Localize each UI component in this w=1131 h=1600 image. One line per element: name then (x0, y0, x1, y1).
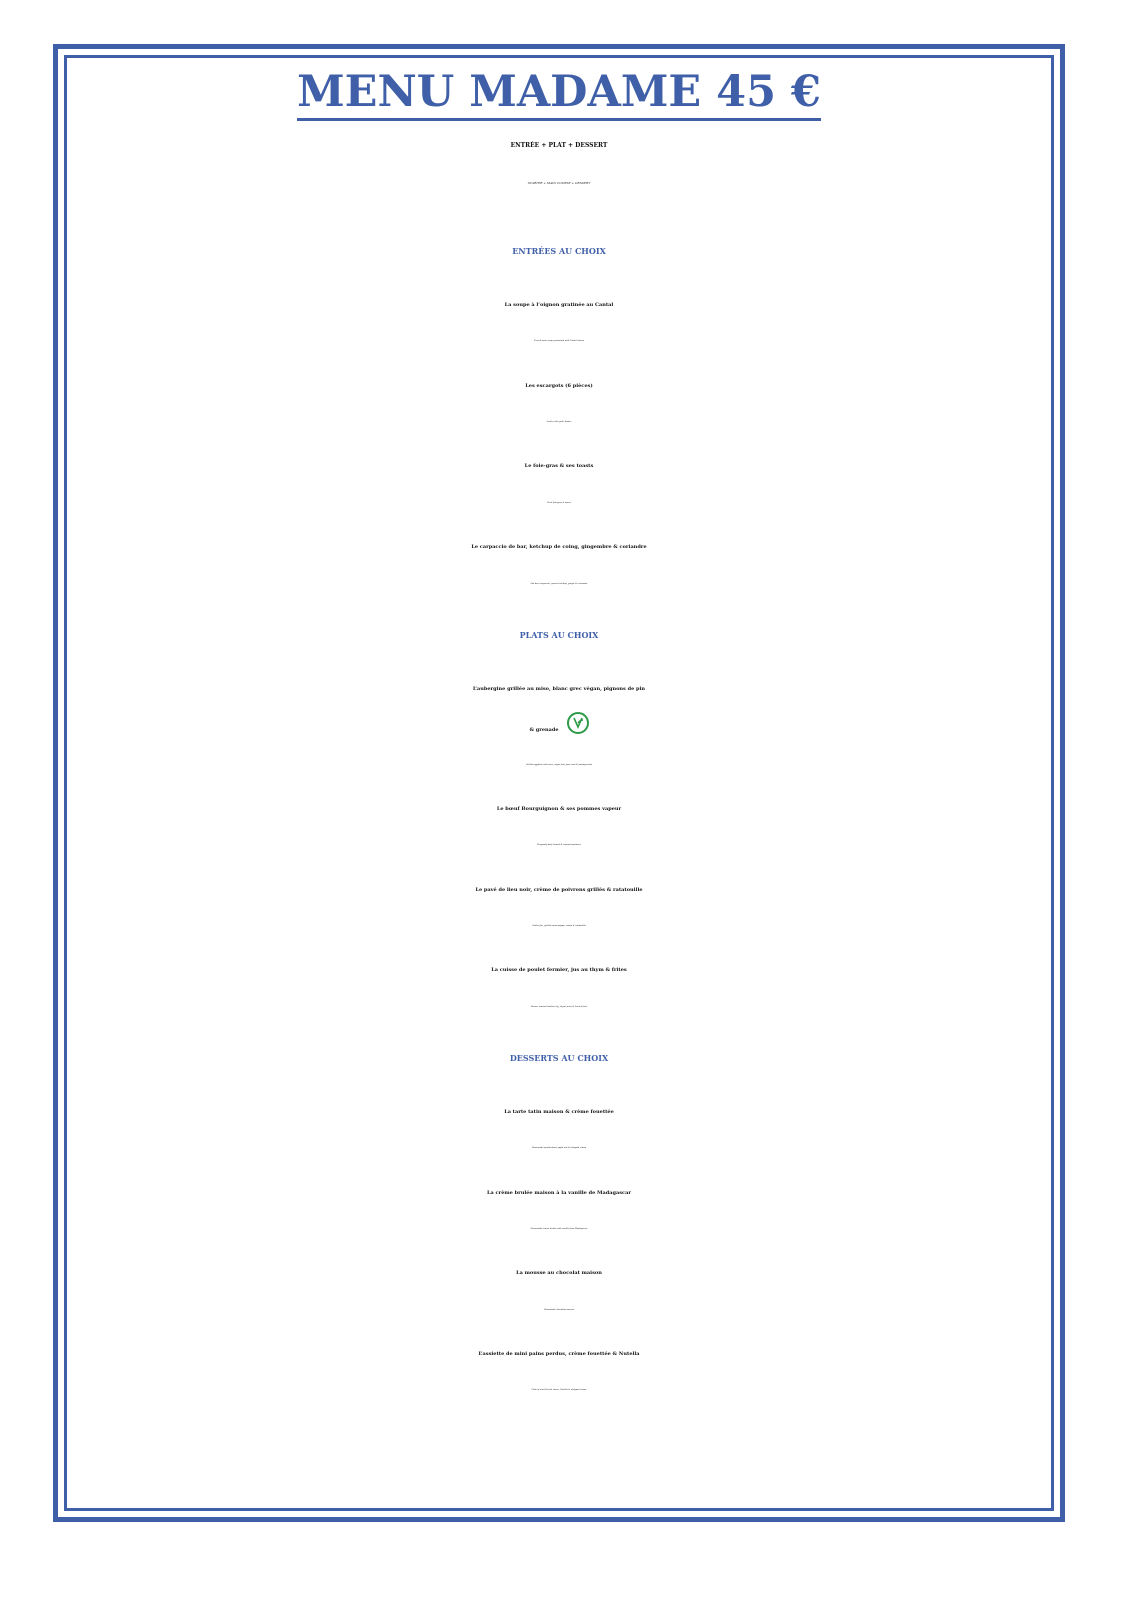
menu-title: MENU MADAME 45 € (64, 64, 1054, 120)
dessert-2-en: Homemade crème brulée with vanilla from Madagascar (530, 1228, 588, 1230)
dessert-3-en: Homemade chocolate mousse (543, 1309, 575, 1311)
dessert-4-en: Plate of mini-French toasts, Nutella & whipped cream (531, 1389, 587, 1391)
entree-2-en: Snails with garlic butter (546, 421, 572, 423)
vegan-leaf-icon (567, 712, 589, 734)
plat-1-fr-line1: L’aubergine grillée au miso, blanc grec végan, pignons de pin (472, 686, 646, 692)
menu-subtitle-fr: ENTRÉE + PLAT + DESSERT (510, 142, 608, 149)
plat-1-fr-line2 (64, 712, 1054, 747)
section-heading-entrees: ENTRÉES AU CHOIX (512, 246, 606, 256)
entree-2-fr: Les escargots (6 pièces) (525, 383, 593, 389)
entree-4-en: Sea bass carpaccio, quince ketchup, ginger & coriander (530, 583, 588, 585)
entree-4-fr: Le carpaccio de bar, ketchup de coing, gingembre & coriandre (471, 544, 647, 550)
entree-1-en: French onion soup gratinated with Cantal cheese (533, 340, 585, 342)
section-heading-desserts: DESSERTS AU CHOIX (509, 1053, 609, 1063)
plat-4-en: Farmer roasted chicken leg, thyme juice & French fries (530, 1006, 588, 1008)
plat-3-fr: Le pavé de lieu noir, crème de poivrons grillés & ratatouille (475, 887, 643, 893)
dessert-3-fr: La mousse au chocolat maison (516, 1270, 602, 1276)
entree-3-en: Duck foie-gras & toasts (547, 502, 571, 504)
plat-4-fr: La cuisse de poulet fermier, jus au thym & frites (491, 967, 627, 973)
plat-1-en: Grilled eggplant with miso, vegan feta, pine nuts & pomegranate (525, 764, 593, 766)
dessert-1-fr: La tarte tatin maison & crème fouettée (504, 1109, 614, 1115)
dessert-2-fr: La crème brulée maison à la vanille de Madagascar (487, 1190, 631, 1196)
plat-1-fr-line2-text: & grenade (529, 727, 559, 733)
dessert-1-en: Homemade upside-down apple tart & whipped cream (531, 1147, 587, 1149)
dessert-4-fr: L’assiette de mini pains perdus, crème fouettée & Nutella (478, 1351, 640, 1357)
plat-2-fr: Le bœuf Bourguignon & ses pommes vapeur (496, 806, 622, 812)
entree-1-fr: La soupe à l’oignon gratinée au Cantal (504, 302, 614, 308)
section-heading-plats: PLATS AU CHOIX (519, 630, 599, 640)
plat-3-en: Saithe fish, grilled sweet pepper cream & ratatouille (532, 925, 586, 927)
plat-2-en: Burgundy beef stewed & steamed potatoes (537, 844, 581, 846)
entree-3-fr: Le foie-gras & ses toasts (524, 463, 594, 469)
menu-inner-border (64, 55, 1054, 1511)
menu-subtitle-en: STARTER + MAIN COURSE + DESSERT (527, 181, 591, 185)
